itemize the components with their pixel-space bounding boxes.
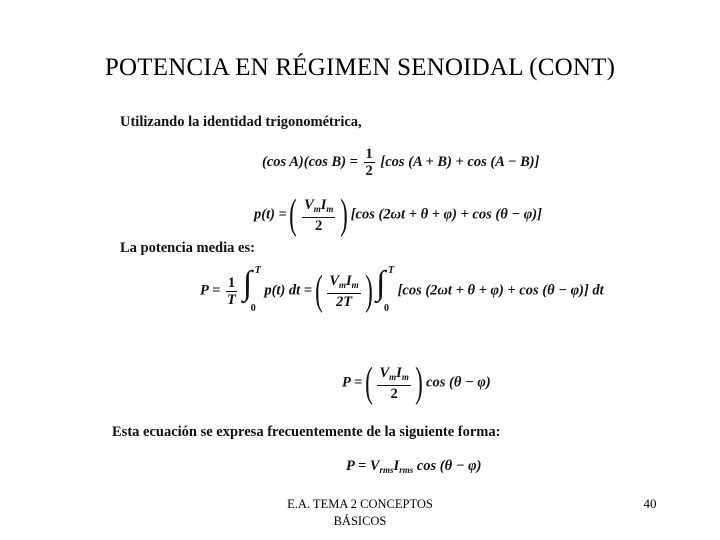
result-frac-num: $V_mI_m$ — [377, 365, 410, 386]
integral-icon: ∫ T 0 — [242, 265, 261, 314]
result-equation — [342, 362, 491, 404]
slide-title: POTENCIA EN RÉGIMEN SENOIDAL (CONT) — [104, 54, 616, 81]
footer-line-1: E.A. TEMA 2 CONCEPTOS — [287, 497, 433, 511]
intro-text: Utilizando la identidad trigonométrica, — [120, 114, 362, 130]
page-number: 40 — [643, 496, 657, 511]
mean-frac2 — [327, 273, 360, 310]
right-paren-icon: ) — [415, 360, 424, 406]
right-paren-icon: ) — [340, 192, 348, 238]
footer-line-2: BÁSICOS — [333, 514, 387, 528]
identity-equation — [262, 146, 539, 179]
result-rhs: cos (θ − φ) — [426, 374, 491, 391]
integral-upper: T — [254, 265, 261, 276]
result-frac-den: 2 — [390, 385, 398, 402]
rms-equation — [346, 458, 481, 475]
result-fraction — [377, 365, 410, 402]
pt-equation — [254, 194, 542, 236]
result-lhs: P = — [342, 374, 363, 391]
pt-frac-num: $V_mI_m$ — [302, 197, 335, 218]
rms-sub1: rms — [379, 465, 394, 475]
form-text: Esta ecuación se expresa frecuentemente de la siguiente forma: — [112, 424, 501, 440]
mean-frac1-den: T — [227, 291, 236, 308]
identity-lhs: (cos A)(cos B) = — [262, 153, 358, 170]
identity-frac-den: 2 — [365, 163, 373, 179]
rms-sub2: rms — [399, 465, 414, 475]
left-paren-icon: ( — [289, 192, 298, 238]
left-paren-icon: ( — [364, 360, 373, 406]
footer-text — [260, 496, 460, 530]
right-paren-icon: ) — [365, 268, 374, 314]
pt-rhs: [cos (2ωt + θ + φ) + cos (θ − φ)] — [350, 206, 542, 223]
integral-lower: 0 — [250, 303, 256, 314]
mean-frac1-num: 1 — [227, 274, 236, 291]
identity-frac-num: 1 — [365, 146, 373, 162]
mean-rhs: [cos (2ωt + θ + φ) + cos (θ − φ)] dt — [397, 282, 604, 299]
rms-rhs: cos (θ − φ) — [416, 458, 482, 474]
pt-frac-den: 2 — [315, 217, 323, 234]
identity-rhs: [cos (A + B) + cos (A − B)] — [380, 153, 540, 170]
mean-text: La potencia media es: — [120, 240, 255, 256]
pt-lhs: p(t) = — [254, 206, 287, 223]
mean-frac2-num: $V_mI_m$ — [327, 273, 360, 294]
rms-mid: I — [393, 458, 400, 474]
mean-equation — [200, 265, 604, 314]
mean-frac2-den: 2T — [335, 293, 353, 310]
integral-icon: ∫ T 0 — [375, 265, 395, 314]
mean-lhs: P = — [200, 282, 221, 299]
mean-mid: p(t) dt = — [264, 282, 313, 299]
rms-lhs: P = V — [346, 458, 380, 474]
left-paren-icon: ( — [314, 268, 323, 314]
identity-fraction — [364, 146, 375, 179]
mean-frac1 — [226, 275, 237, 308]
pt-fraction — [302, 197, 335, 234]
